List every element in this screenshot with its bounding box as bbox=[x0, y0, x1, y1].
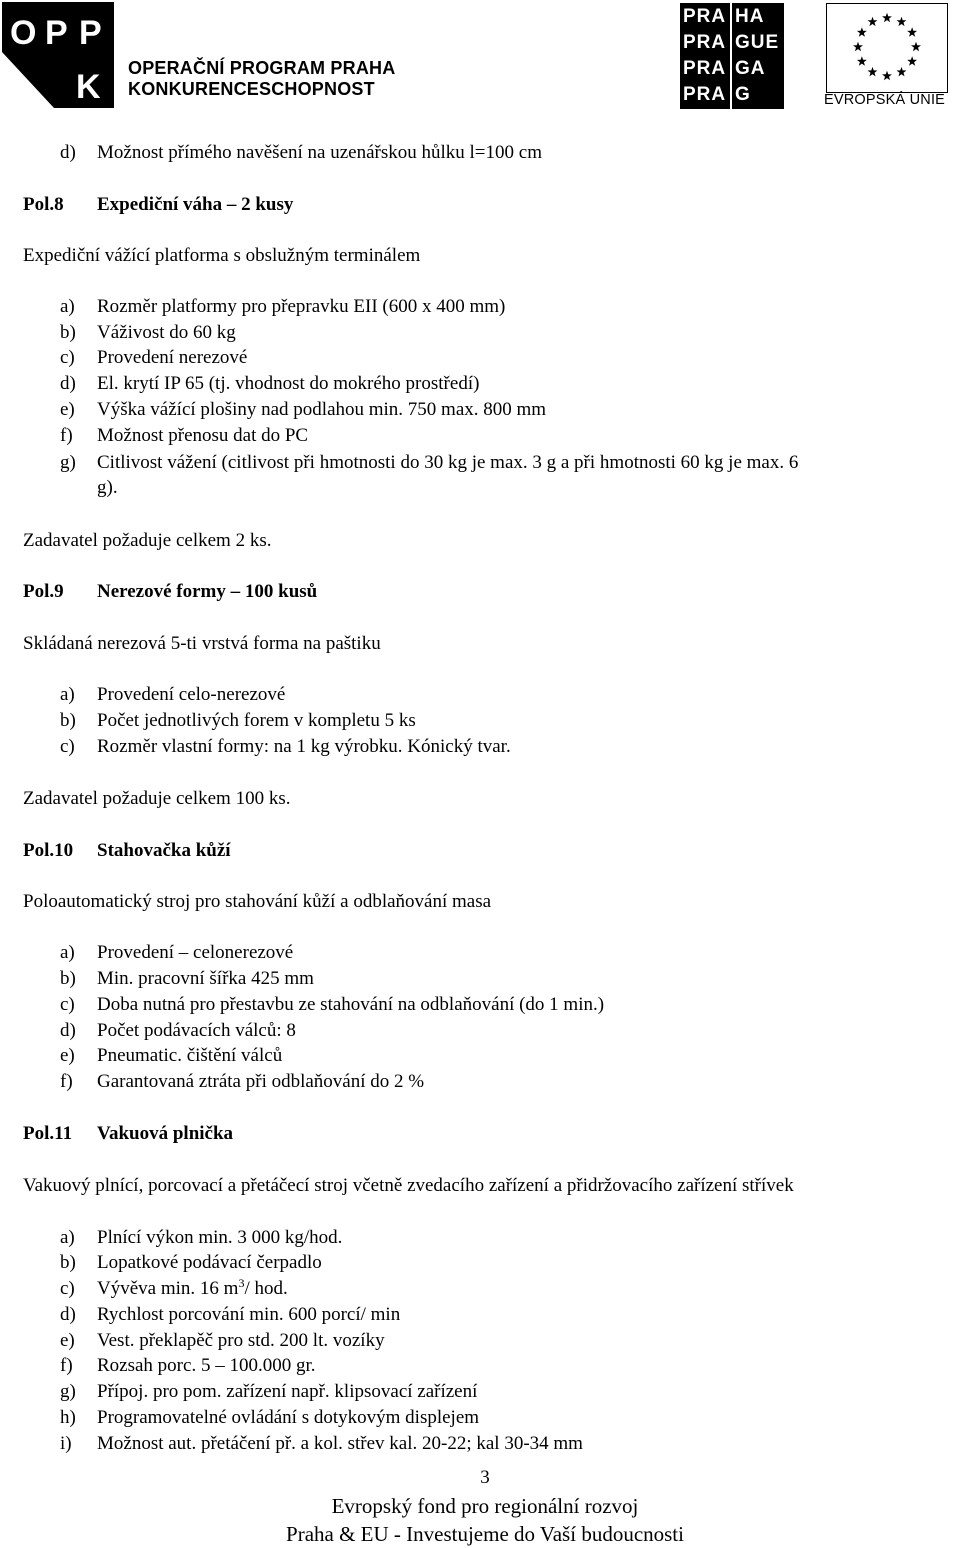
list-marker: a) bbox=[60, 1227, 75, 1248]
requirement-text: Zadavatel požaduje celkem 100 ks. bbox=[23, 788, 291, 809]
list-marker: i) bbox=[60, 1433, 72, 1454]
opp-letter-p2: P bbox=[79, 14, 102, 52]
list-text: Rozměr vlastní formy: na 1 kg výrobku. Kónický tvar. bbox=[97, 736, 511, 757]
prague-cell: GUE bbox=[735, 32, 780, 53]
list-text: Doba nutná pro přestavbu ze stahování na odblaňování (do 1 min.) bbox=[97, 994, 605, 1015]
list-marker: g) bbox=[60, 1381, 76, 1402]
list-text: Rychlost porcování min. 600 porcí/ min bbox=[97, 1304, 401, 1325]
section-intro: Vakuový plnící, porcovací a přetáčecí stroj včetně zvedacího zařízení a přidržovacího zařízení střívek bbox=[23, 1175, 794, 1196]
list-text: El. krytí IP 65 (tj. vhodnost do mokrého prostředí) bbox=[97, 373, 480, 394]
prague-logo bbox=[680, 3, 784, 109]
list-marker: b) bbox=[60, 968, 76, 989]
opp-letter-o: O bbox=[10, 14, 37, 52]
list-marker: c) bbox=[60, 1278, 75, 1299]
list-marker: f) bbox=[60, 1071, 73, 1092]
list-marker: c) bbox=[60, 347, 75, 368]
prague-cell: PRA bbox=[683, 84, 727, 105]
list-marker: b) bbox=[60, 1252, 76, 1273]
list-text-tail: / hod. bbox=[244, 1278, 288, 1299]
section-title: Stahovačka kůží bbox=[97, 840, 231, 861]
section-title: Vakuová plnička bbox=[97, 1123, 234, 1144]
list-text bbox=[97, 1278, 288, 1300]
list-text: Provedení celo-nerezové bbox=[97, 684, 286, 705]
list-text: Možnost přímého navěšení na uzenářskou hůlku l=100 cm bbox=[97, 142, 542, 163]
list-marker: d) bbox=[60, 1020, 76, 1041]
list-marker: c) bbox=[60, 994, 75, 1015]
section-number: Pol.9 bbox=[23, 581, 64, 602]
list-text: Plnící výkon min. 3 000 kg/hod. bbox=[97, 1227, 343, 1248]
list-text: Výška vážící plošiny nad podlahou min. 750 max. 800 mm bbox=[97, 399, 547, 420]
list-text: Provedení nerezové bbox=[97, 347, 248, 368]
requirement-text: Zadavatel požaduje celkem 2 ks. bbox=[23, 530, 272, 551]
list-marker: a) bbox=[60, 942, 75, 963]
list-marker: f) bbox=[60, 425, 73, 446]
section-title: Nerezové formy – 100 kusů bbox=[97, 581, 318, 602]
list-text: Možnost přenosu dat do PC bbox=[97, 425, 309, 446]
list-marker: e) bbox=[60, 1330, 75, 1351]
page-number: 3 bbox=[480, 1467, 490, 1488]
list-text: Citlivost vážení (citlivost při hmotnosti do 30 kg je max. 3 g a při hmotnosti 60 kg je max. 6 bbox=[97, 452, 799, 473]
prague-cell: PRA bbox=[683, 6, 727, 27]
list-text: Rozsah porc. 5 – 100.000 gr. bbox=[97, 1355, 316, 1376]
list-text: Garantovaná ztráta při odblaňování do 2 % bbox=[97, 1071, 425, 1092]
list-text: Provedení – celonerezové bbox=[97, 942, 294, 963]
eu-flag-icon bbox=[826, 3, 948, 93]
prague-cell: PRA bbox=[683, 32, 727, 53]
list-text: Rozměr platformy pro přepravku EII (600 x 400 mm) bbox=[97, 296, 506, 317]
list-text-main: Vývěva min. 16 m bbox=[97, 1278, 239, 1299]
list-marker: e) bbox=[60, 399, 75, 420]
program-line-2: KONKURENCESCHOPNOST bbox=[128, 79, 375, 99]
list-marker: b) bbox=[60, 322, 76, 343]
prague-cell: HA bbox=[735, 6, 765, 27]
list-text: Počet podávacích válců: 8 bbox=[97, 1020, 296, 1041]
prague-cell: PRA bbox=[683, 58, 727, 79]
footer-line-1: Evropský fond pro regionální rozvoj bbox=[331, 1494, 639, 1518]
section-number: Pol.10 bbox=[23, 840, 74, 861]
list-marker: c) bbox=[60, 736, 75, 757]
section-intro: Skládaná nerezová 5-ti vrstvá forma na paštiku bbox=[23, 633, 381, 654]
program-line-1: OPERAČNÍ PROGRAM PRAHA bbox=[128, 58, 396, 78]
list-text: Min. pracovní šířka 425 mm bbox=[97, 968, 314, 989]
list-text: Počet jednotlivých forem v kompletu 5 ks bbox=[97, 710, 416, 731]
list-marker: a) bbox=[60, 296, 75, 317]
list-text: Vest. překlapěč pro std. 200 lt. vozíky bbox=[97, 1330, 385, 1351]
list-marker: e) bbox=[60, 1045, 75, 1066]
section-intro: Expediční vážící platforma s obslužným terminálem bbox=[23, 245, 421, 266]
section-intro: Poloautomatický stroj pro stahování kůží a odblaňování masa bbox=[23, 891, 492, 912]
section-number: Pol.8 bbox=[23, 194, 64, 215]
list-text: g). bbox=[97, 477, 118, 498]
list-text: Možnost aut. přetáčení př. a kol. střev kal. 20-22; kal 30-34 mm bbox=[97, 1433, 583, 1454]
list-text: Pneumatic. čištění válců bbox=[97, 1045, 283, 1066]
section-number: Pol.11 bbox=[23, 1123, 73, 1144]
list-marker: f) bbox=[60, 1355, 73, 1376]
list-text: Přípoj. pro pom. zařízení např. klipsovací zařízení bbox=[97, 1381, 478, 1402]
section-title: Expediční váha – 2 kusy bbox=[97, 194, 294, 215]
list-marker: h) bbox=[60, 1407, 76, 1428]
list-marker: d) bbox=[60, 142, 76, 163]
opp-letter-k: K bbox=[76, 68, 101, 106]
list-marker: d) bbox=[60, 373, 76, 394]
opp-letter-p1: P bbox=[45, 14, 68, 52]
list-text: Lopatkové podávací čerpadlo bbox=[97, 1252, 322, 1273]
eu-label: EVROPSKÁ UNIE bbox=[824, 92, 946, 108]
prague-cell: GA bbox=[735, 58, 766, 79]
superscript: 3 bbox=[238, 1276, 245, 1290]
list-marker: g) bbox=[60, 452, 76, 473]
list-text: Váživost do 60 kg bbox=[97, 322, 236, 343]
prague-cell: G bbox=[735, 84, 751, 105]
list-marker: a) bbox=[60, 684, 75, 705]
program-name bbox=[128, 58, 395, 100]
list-text: Programovatelné ovládání s dotykovým displejem bbox=[97, 1407, 480, 1428]
list-marker: d) bbox=[60, 1304, 76, 1325]
opp-logo bbox=[2, 2, 114, 108]
list-marker: b) bbox=[60, 710, 76, 731]
footer-line-2: Praha & EU - Investujeme do Vaší budoucnosti bbox=[286, 1522, 684, 1546]
